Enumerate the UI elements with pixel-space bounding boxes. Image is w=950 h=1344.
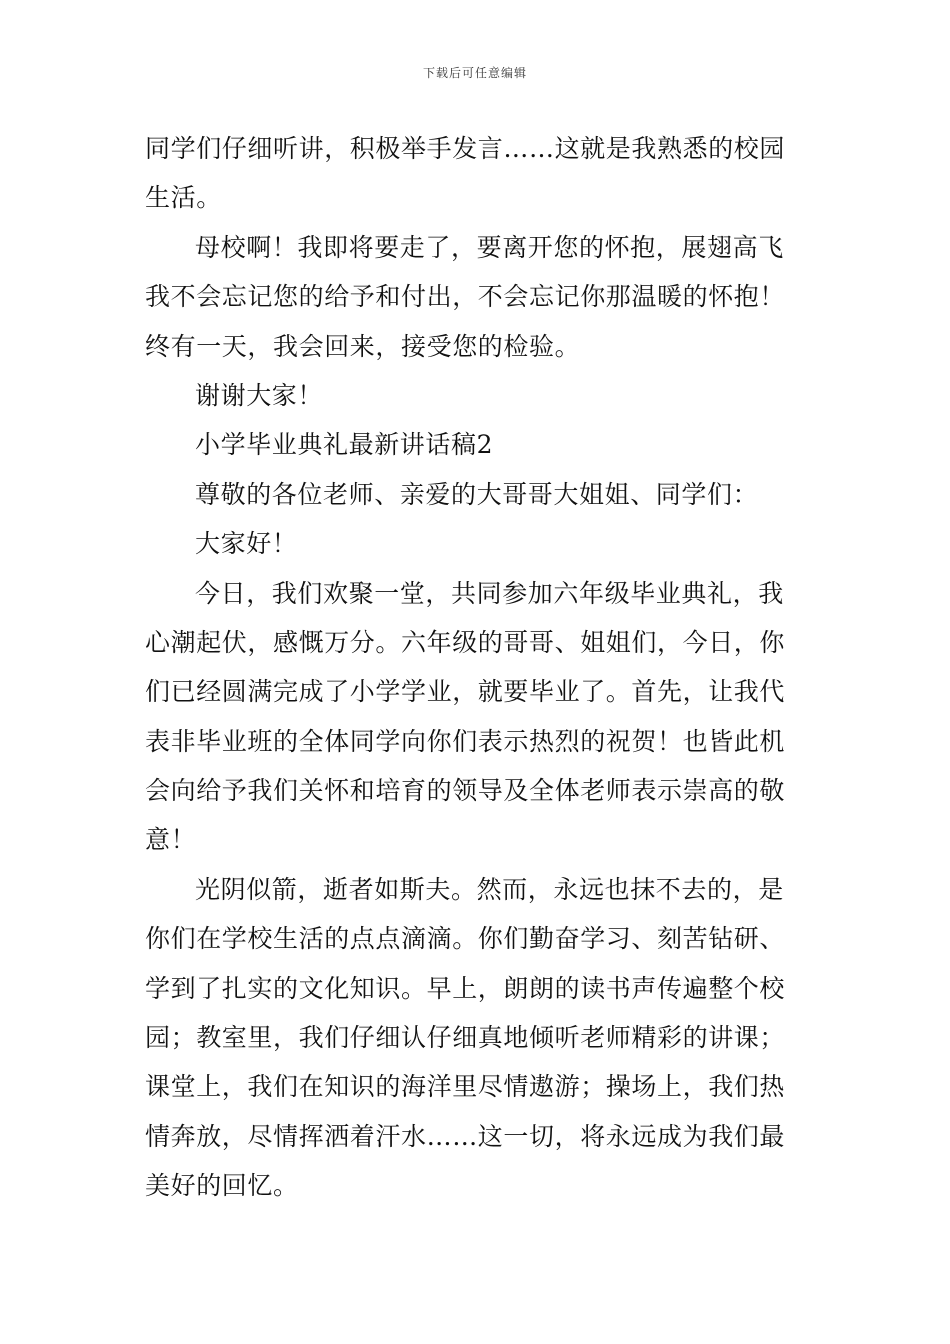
text-line: 终有一天，我会回来，接受您的检验。 bbox=[145, 331, 581, 361]
text-line: 尊敬的各位老师、亲爱的大哥哥大姐姐、同学们： bbox=[195, 479, 759, 509]
text-line: 你们在学校生活的点点滴滴。你们勤奋学习、刻苦钻研、 bbox=[145, 924, 786, 954]
section-title: 小学毕业典礼最新讲话稿2 bbox=[195, 430, 494, 460]
text-line: 会向给予我们关怀和培育的领导及全体老师表示崇高的敬 bbox=[145, 776, 786, 806]
text-line: 们已经圆满完成了小学学业，就要毕业了。首先，让我代 bbox=[145, 677, 786, 707]
text-line: 美好的回忆。 bbox=[145, 1171, 299, 1201]
text-line: 母校啊！我即将要走了，要离开您的怀抱，展翅高飞 bbox=[195, 232, 784, 262]
text-line: 心潮起伏，感慨万分。六年级的哥哥、姐姐们，今日，你 bbox=[145, 627, 786, 657]
text-line: 光阴似箭，逝者如斯夫。然而，永远也抹不去的，是 bbox=[195, 874, 784, 904]
document-body bbox=[145, 124, 810, 1211]
text-line: 情奔放，尽情挥洒着汗水……这一切，将永远成为我们最 bbox=[145, 1121, 786, 1151]
text-line: 意！ bbox=[145, 825, 197, 855]
text-line: 园；教室里，我们仔细认仔细真地倾听老师精彩的讲课； bbox=[145, 1023, 786, 1053]
header-note: 下载后可任意编辑 bbox=[422, 66, 527, 80]
text-line: 我不会忘记您的给予和付出，不会忘记你那温暖的怀抱！ bbox=[145, 282, 786, 312]
text-line: 学到了扎实的文化知识。早上，朗朗的读书声传遍整个校 bbox=[145, 973, 786, 1003]
text-line: 大家好！ bbox=[195, 529, 298, 559]
text-line: 生活。 bbox=[145, 183, 222, 213]
text-line: 同学们仔细听讲，积极举手发言……这就是我熟悉的校园 bbox=[145, 134, 786, 163]
text-line: 谢谢大家！ bbox=[195, 380, 324, 410]
text-line: 今日，我们欢聚一堂，共同参加六年级毕业典礼，我 bbox=[195, 578, 784, 608]
text-line: 表非毕业班的全体同学向你们表示热烈的祝贺！也皆此机 bbox=[145, 726, 786, 756]
text-line: 课堂上，我们在知识的海洋里尽情遨游；操场上，我们热 bbox=[145, 1072, 786, 1102]
